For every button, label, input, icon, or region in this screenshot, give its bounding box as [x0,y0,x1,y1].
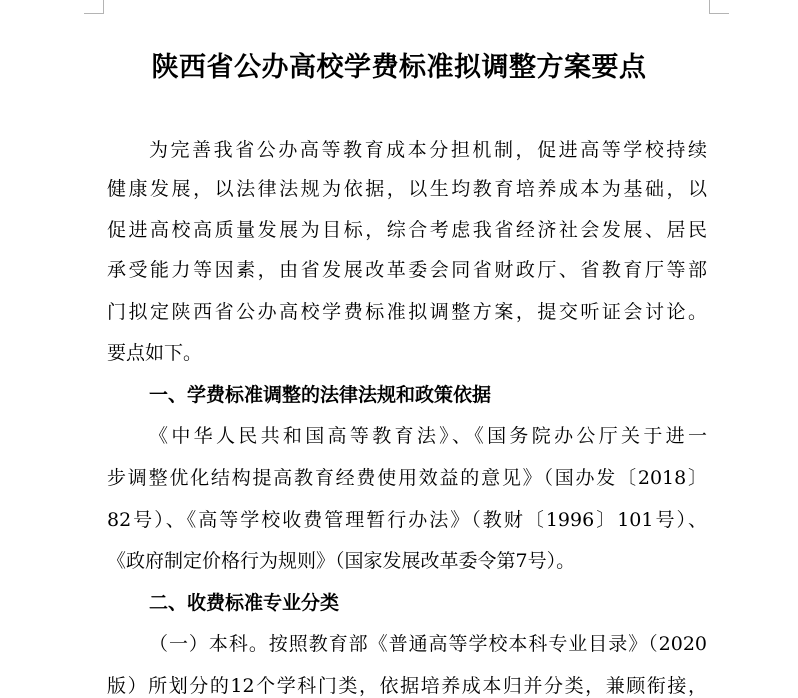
crop-mark-top-left-vertical [103,0,104,14]
intro-line-6: 要点如下。 [107,342,203,364]
section-1-line-4: 《政府制定价格行为规则》（国家发展改革委令第7号）。 [107,550,576,572]
section-2-line-1: （一）本科。按照教育部《普通高等学校本科专业目录》（2020 [149,633,707,655]
intro-line-3: 促进高校高质量发展为目标，综合考虑我省经济社会发展、居民 [107,219,707,241]
intro-line-1: 为完善我省公办高等教育成本分担机制，促进高等学校持续 [149,139,707,161]
intro-line-5: 门拟定陕西省公办高校学费标准拟调整方案，提交听证会讨论。 [107,301,707,323]
crop-mark-top-left-horizontal [84,13,104,14]
document-title: 陕西省公办高校学费标准拟调整方案要点 [151,52,647,83]
section-2-line-2: 版）所划分的12个学科门类，依据培养成本归并分类，兼顾衔接， [107,675,707,697]
intro-line-4: 承受能力等因素，由省发展改革委会同省财政厅、省教育厅等部 [107,259,707,281]
section-1-heading: 一、学费标准调整的法律法规和政策依据 [149,384,492,406]
crop-mark-top-right-horizontal [709,13,729,14]
crop-mark-top-right-vertical [709,0,710,14]
section-1-line-3: 82号）、《高等学校收费管理暂行办法》（教财〔1996〕101号）、 [107,509,707,531]
section-1-line-2: 步调整优化结构提高教育经费使用效益的意见》（国办发〔2018〕 [107,467,707,489]
section-1-line-1: 《中华人民共和国高等教育法》、《国务院办公厅关于进一 [149,425,707,447]
section-2-heading: 二、收费标准专业分类 [149,592,340,614]
intro-line-2: 健康发展，以法律法规为依据，以生均教育培养成本为基础，以 [107,178,707,200]
